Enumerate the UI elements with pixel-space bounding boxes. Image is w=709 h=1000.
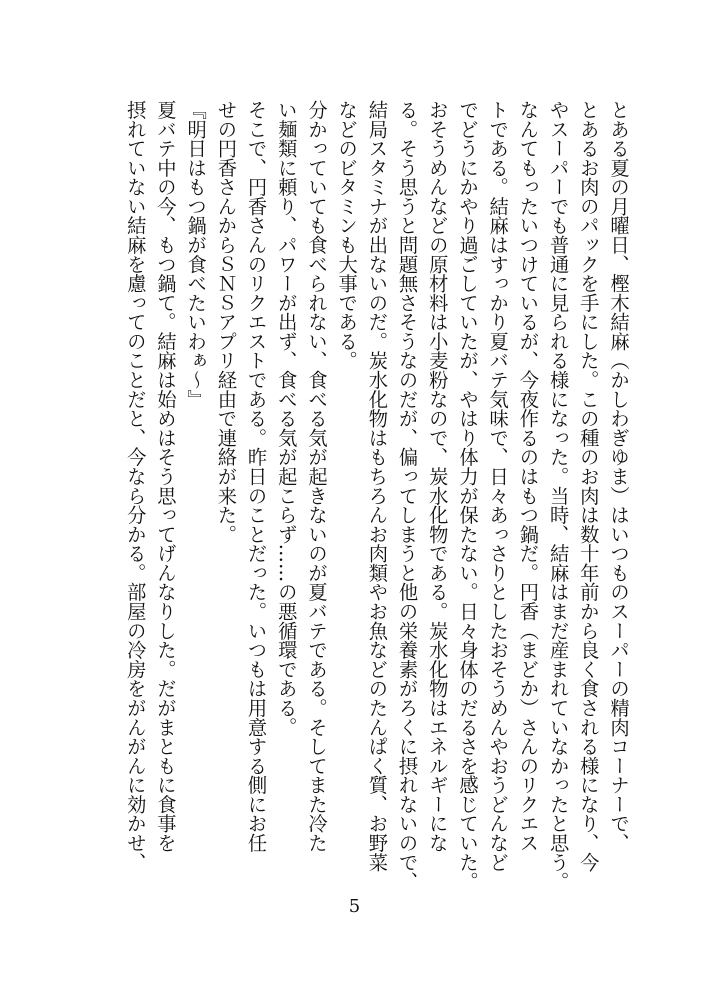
body-text [120,100,633,891]
text-line: 夏バテ中の今、もつ鍋て。結麻は始めはそう思ってげんなりした。だがまともに食事を [153,100,177,853]
text-line: そこで、円香さんのリクエストである。昨日のことだった。いつもは用意する側にお任 [244,100,268,853]
text-line: 摂れていない結麻を慮ってのことだと、今なら分かる。部屋の冷房をがんがんに効かせ、 [123,100,147,872]
text-line: なんてもったいつけているが、今夜作るのはもつ鍋だ。円香（まどか）さんのリクエス [516,100,540,853]
page-number: 5 [348,896,361,917]
text-line: る。そう思うと問題無さそうなのだが、偏ってしまうと他の栄養素がろくに摂れないので、 [395,100,419,891]
text-line: とあるお肉のパックを手にした。この種のお肉は数十年前から良く食される様になり、今 [576,100,600,872]
text-line: い麺類に頼り、パワーが出ず、食べる気が起こらず……の悪循環である。 [274,100,298,737]
text-line: おそうめんなどの原材料は小麦粉なので、炭水化物である。炭水化物はエネルギーにな [425,100,449,853]
text-line: などのビタミンも大事である。 [335,100,359,371]
text-line: やスーパーでも普通に見られる様になった。当時、結麻はまだ産まれていなかったと思う。 [546,100,570,891]
text-line: とある夏の月曜日、樫木結麻（かしわぎゆま）はいつものスーパーの精肉コーナーで、 [607,100,630,853]
text-line: トである。結麻はすっかり夏バテ気味で、日々あっさりとしたおそうめんやおうどんなど [486,100,510,872]
text-line: でどうにかやり過ごしていたが、やはり体力が保たない。日々身体のだるさを感じていた。 [455,100,479,891]
text-line: 『明日はもつ鍋が食べたいわぁ～』 [184,100,208,409]
text-line: 結局スタミナが出ないのだ。炭水化物はもちろんお肉類やお魚などのたんぱく質、お野菜 [365,100,389,872]
text-line: せの円香さんからＳＮＳアプリ経由で連絡が来た。 [214,100,238,544]
text-line: 分かっていても食べられない、食べる気が起きないのが夏バテである。そしてまた冷た [304,100,328,853]
